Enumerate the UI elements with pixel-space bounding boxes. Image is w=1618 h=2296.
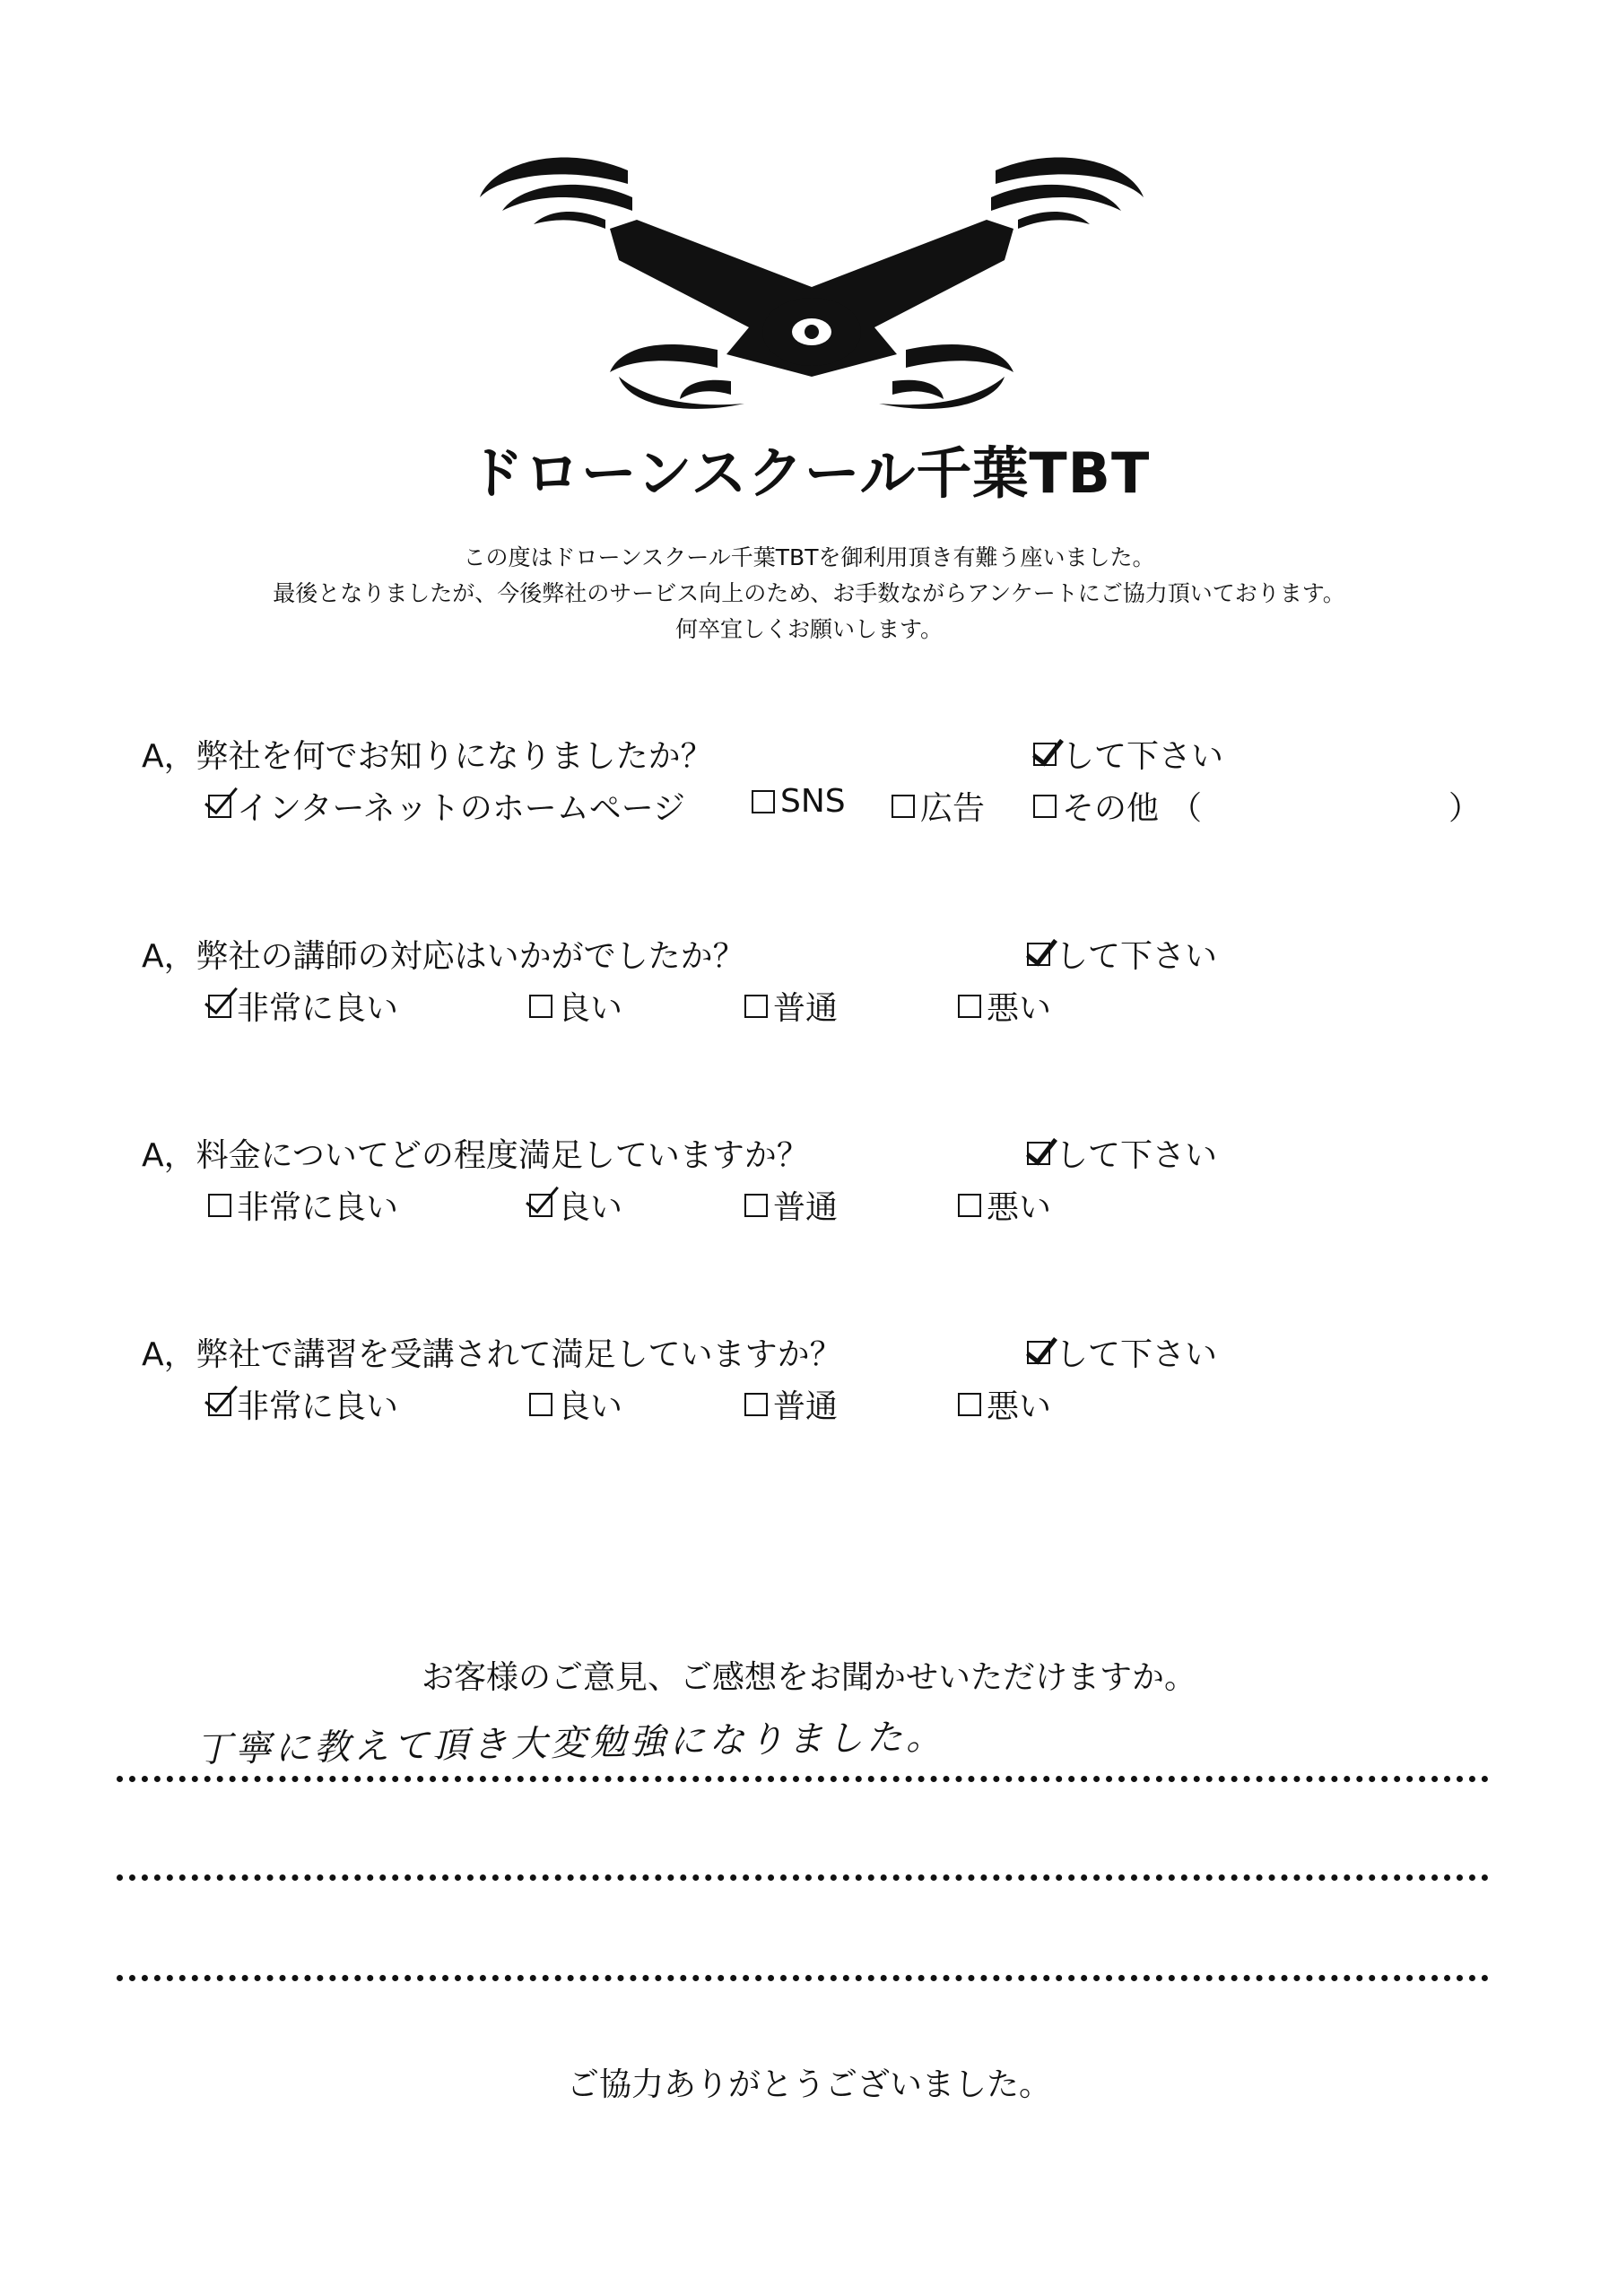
checkbox[interactable]	[529, 995, 552, 1018]
q3-option-very-good[interactable]: 非常に良い	[208, 1182, 398, 1228]
checkbox[interactable]	[208, 995, 231, 1018]
checkbox[interactable]	[744, 995, 768, 1018]
intro-line: 最後となりましたが、今後弊社のサービス向上のため、お手数ながらアンケートにご協力頂いております。	[273, 580, 1345, 606]
q3-option-good[interactable]: 良い	[529, 1182, 622, 1228]
q2-option-average[interactable]: 普通	[744, 983, 838, 1029]
checkbox[interactable]	[208, 1393, 231, 1416]
question-2-text: A，弊社の講師の対応はいかがでしたか？	[142, 938, 745, 975]
q1-option-other[interactable]: その他 （	[1033, 783, 1202, 829]
check-example-icon	[1027, 1142, 1050, 1165]
checkbox[interactable]	[752, 790, 775, 813]
check-example-icon	[1033, 743, 1057, 766]
q1-option-sns[interactable]: SNS	[752, 783, 846, 820]
checkbox[interactable]	[529, 1194, 552, 1217]
q1-option-ad[interactable]: 広告	[892, 783, 985, 829]
q3-option-bad[interactable]: 悪い	[958, 1182, 1051, 1228]
checkbox[interactable]	[958, 995, 981, 1018]
comment-line	[117, 1874, 1489, 1881]
question-1-instruction: して下さい	[1033, 731, 1223, 777]
brand-title: ドローンスクール千葉TBT	[467, 440, 1151, 506]
checkbox[interactable]	[744, 1194, 768, 1217]
checkbox[interactable]	[1033, 795, 1057, 818]
drone-logo-icon	[475, 135, 1148, 430]
checkbox[interactable]	[892, 795, 915, 818]
q1-option-internet[interactable]: インターネットのホームページ	[208, 783, 685, 829]
thanks-message: ご協力ありがとうございました。	[566, 2066, 1051, 2103]
question-4-instruction: して下さい	[1027, 1329, 1217, 1375]
other-paren-open: （	[1170, 790, 1203, 827]
checkbox[interactable]	[529, 1393, 552, 1416]
handwritten-comment[interactable]: 丁寧に教えて頂き大変勉強になりました。	[195, 1716, 946, 1771]
q4-option-bad[interactable]: 悪い	[958, 1381, 1051, 1427]
q4-option-very-good[interactable]: 非常に良い	[208, 1381, 398, 1427]
checkbox[interactable]	[208, 795, 231, 818]
question-2-instruction: して下さい	[1027, 931, 1217, 977]
q2-option-very-good[interactable]: 非常に良い	[208, 983, 398, 1029]
q2-option-good[interactable]: 良い	[529, 983, 622, 1029]
question-3-instruction: して下さい	[1027, 1130, 1217, 1176]
q3-option-average[interactable]: 普通	[744, 1182, 838, 1228]
checkbox[interactable]	[958, 1194, 981, 1217]
intro-line: この度はドローンスクール千葉TBTを御利用頂き有難う座いました。	[463, 544, 1155, 570]
intro-text	[0, 540, 1618, 648]
comment-line	[117, 1776, 1489, 1782]
q2-option-bad[interactable]: 悪い	[958, 983, 1051, 1029]
question-1-text: A，弊社を何でお知りになりましたか？	[142, 738, 713, 775]
question-3-text: A，料金についてどの程度満足していますか？	[142, 1137, 809, 1174]
comment-line	[117, 1975, 1489, 1981]
checkbox[interactable]	[208, 1194, 231, 1217]
q4-option-good[interactable]: 良い	[529, 1381, 622, 1427]
comment-question: お客様のご意見、ご感想をお聞かせいただけますか。	[421, 1659, 1196, 1696]
question-4-text: A，弊社で講習を受講されて満足していますか？	[142, 1336, 842, 1373]
q4-option-average[interactable]: 普通	[744, 1381, 838, 1427]
intro-line: 何卒宜しくお願いします。	[674, 616, 943, 642]
check-example-icon	[1027, 1341, 1050, 1364]
checkbox[interactable]	[958, 1393, 981, 1416]
checkbox[interactable]	[744, 1393, 768, 1416]
other-paren-close: ）	[1448, 790, 1482, 827]
check-example-icon	[1027, 943, 1050, 966]
